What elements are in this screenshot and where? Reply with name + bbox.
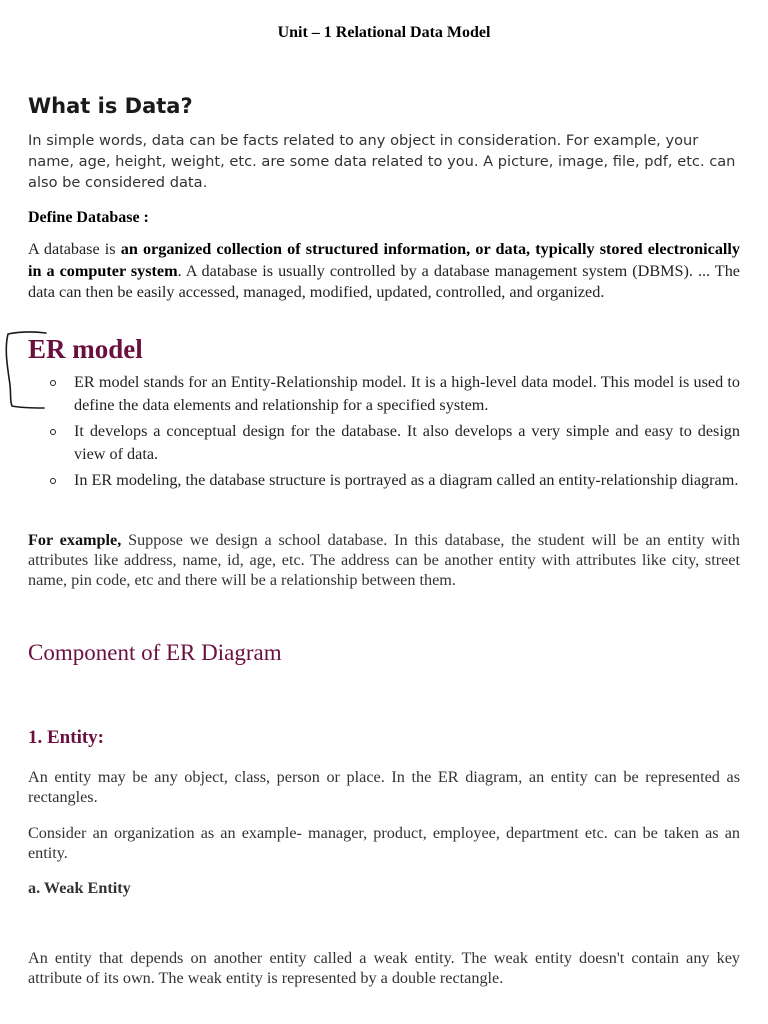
er-model-heading: ER model: [28, 334, 143, 364]
database-definition-paragraph: [28, 239, 740, 304]
list-item-text: It develops a conceptual design for the database. It also develops a very simple and easy to design view of data.: [74, 422, 740, 463]
list-item: [28, 371, 740, 416]
list-item: [28, 469, 740, 492]
weak-entity-paragraph: An entity that depends on another entity called a weak entity. The weak entity doesn't contain any key attribute of its own. The weak entity is represented by a double rectangle.: [28, 949, 740, 987]
what-is-data-heading: What is Data?: [28, 94, 193, 118]
example-label: For example,: [28, 531, 122, 549]
bullet-circle-icon: [50, 429, 56, 435]
data-definition-paragraph: In simple words, data can be facts related to any object in consideration. For example, your name, age, height, weight, etc. are some data related to you. A picture, image, file, pdf, etc. can also be considered data.: [28, 132, 736, 191]
example-paragraph: [28, 530, 740, 590]
weak-entity-heading: a. Weak Entity: [28, 879, 131, 897]
bullet-circle-icon: [50, 478, 56, 484]
db-para-lead: A database is: [28, 240, 121, 258]
entity-heading: 1. Entity:: [28, 727, 104, 748]
define-database-heading: Define Database :: [28, 209, 149, 226]
entity-paragraph-2: Consider an organization as an example- manager, product, employee, department etc. can be taken as an entity.: [28, 824, 740, 862]
db-para-bold: an organized collection of structured information, or data, typically stored electronically in a computer system: [28, 240, 741, 280]
er-model-list: [28, 371, 740, 496]
entity-paragraph-1: An entity may be any object, class, person or place. In the ER diagram, an entity can be represented as rectangles.: [28, 768, 740, 806]
component-er-diagram-heading: Component of ER Diagram: [28, 640, 282, 665]
list-item-text: ER model stands for an Entity-Relationship model. It is a high-level data model. This model is used to define the data elements and relationship for a specified system.: [74, 373, 740, 414]
list-item-text: In ER modeling, the database structure is portrayed as a diagram called an entity-relationship diagram.: [74, 471, 739, 489]
list-item: [28, 420, 740, 465]
bullet-circle-icon: [50, 380, 56, 386]
unit-title: Unit – 1 Relational Data Model: [277, 24, 491, 41]
example-text: Suppose we design a school database. In this database, the student will be an entity with attributes like address, name, id, age, etc. The address can be another entity with attributes like city, street name, pin code, etc and there will be a relationship between them.: [28, 531, 741, 589]
db-para-rest: . A database is usually controlled by a database management system (DBMS). ... The data can then be easily accessed, managed, modified, updated, controlled, and organized.: [28, 261, 740, 301]
